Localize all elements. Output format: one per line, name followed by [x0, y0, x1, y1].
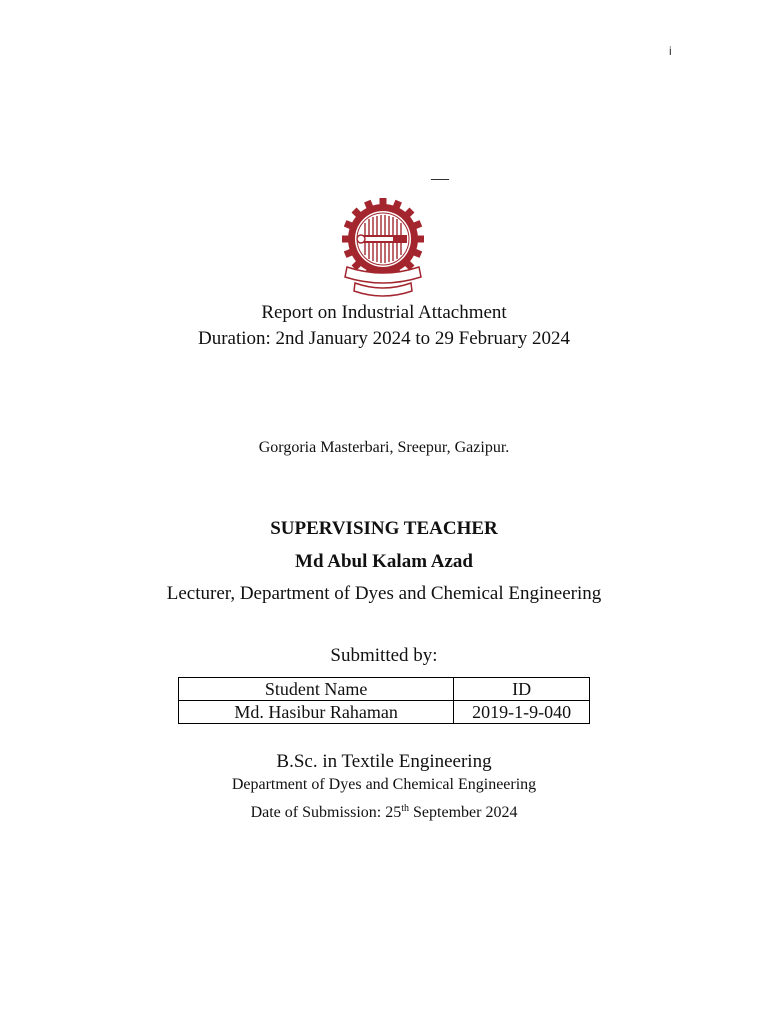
page-number: i: [669, 44, 672, 58]
title-dash: —: [431, 168, 449, 188]
department-name: Department of Dyes and Chemical Engineering: [231, 776, 537, 793]
university-seal-icon: [341, 197, 425, 301]
degree-title: B.Sc. in Textile Engineering: [276, 751, 492, 772]
student-id-cell: 2019-1-9-040: [454, 701, 590, 724]
report-title: Report on Industrial Attachment: [261, 302, 507, 323]
supervisor-role: Lecturer, Department of Dyes and Chemical Engineering: [166, 583, 602, 604]
supervisor-name: Md Abul Kalam Azad: [295, 551, 473, 572]
submission-date-ordinal: th: [401, 803, 410, 814]
submission-date-prefix: Date of Submission: 25: [250, 804, 402, 821]
table-header-row: [179, 678, 590, 701]
submitted-by-label: Submitted by:: [330, 645, 438, 666]
attachment-duration: Duration: 2nd January 2024 to 29 February 2024: [197, 328, 571, 349]
table-header-cell: ID: [454, 678, 590, 701]
industry-address: Gorgoria Masterbari, Sreepur, Gazipur.: [258, 439, 510, 456]
student-name-cell: Md. Hasibur Rahaman: [179, 701, 454, 724]
submission-date: [0, 804, 768, 822]
student-table: [178, 677, 590, 724]
table-header-cell: Student Name: [179, 678, 454, 701]
supervisor-heading: SUPERVISING TEACHER: [270, 518, 498, 539]
table-row: [179, 701, 590, 724]
submission-date-suffix: September 2024: [409, 804, 518, 821]
